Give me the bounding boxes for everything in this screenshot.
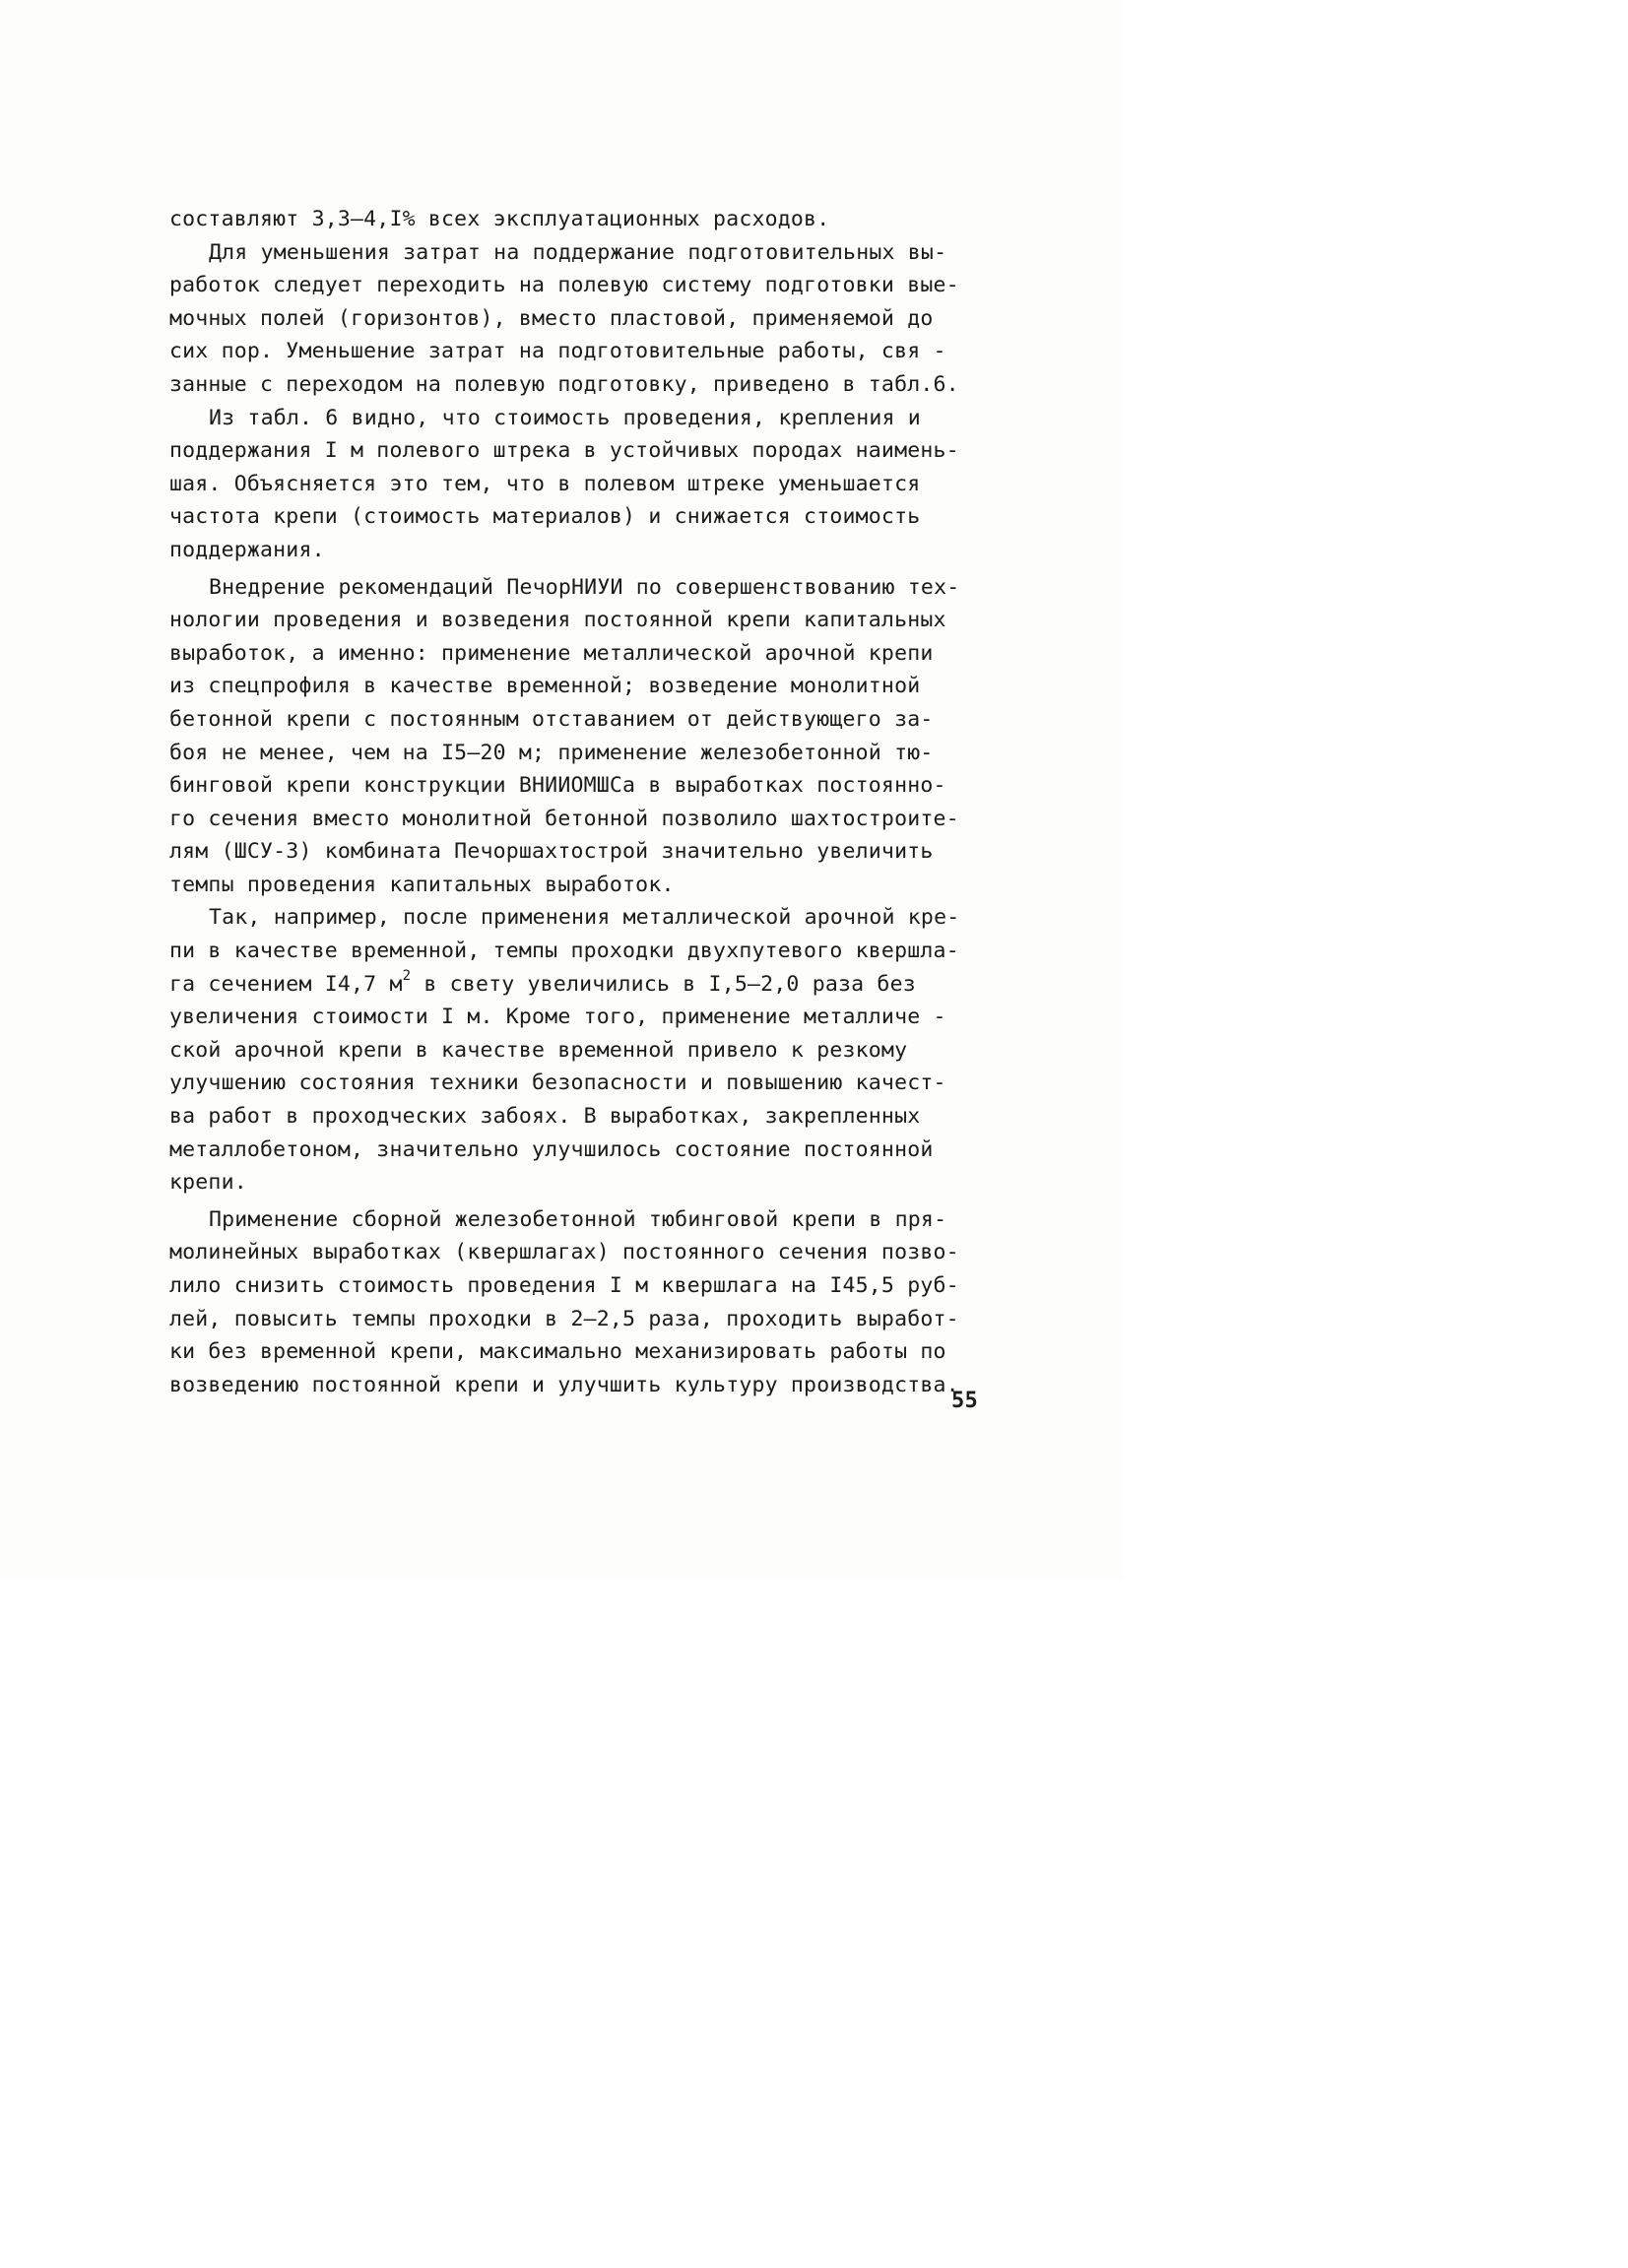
text-line: частота крепи (стоимость материалов) и снижается стоимость [169, 504, 921, 530]
text-line: увеличения стоимости I м. Кроме того, применение металличе - [169, 1004, 946, 1030]
text-line: лям (ШСУ-3) комбината Печоршахтострой значительно увеличить [169, 839, 934, 865]
text-line: металлобетоном, значительно улучшилось состояние постоянной [169, 1136, 934, 1162]
text-line: составляют 3,3–4,I% всех эксплуатационных расходов. [169, 207, 830, 231]
text-line: лило снизить стоимость проведения I м квершлага на I45,5 руб- [169, 1273, 959, 1298]
text-line: темпы проведения капитальных выработок. [169, 872, 675, 897]
text-line: Внедрение рекомендаций ПечорНИУИ по совершенствованию тех- [209, 574, 960, 600]
text-line: боя не менее, чем на I5–20 м; применение железобетонной тю- [169, 740, 934, 765]
text-line: мочных полей (горизонтов), вместо пластовой, применяемой до [169, 305, 934, 331]
text-line: нологии проведения и возведения постоянной крепи капитальных [169, 608, 946, 633]
text-line: из спецпрофиля в качестве временной; возведение монолитной [169, 674, 921, 699]
page-number: 55 [951, 1389, 978, 1413]
superscript: 2 [402, 967, 412, 984]
text-line-with-superscript [169, 968, 997, 1002]
body-text [169, 203, 997, 1401]
text-line: улучшению состояния техники безопасности и повышению качест- [169, 1070, 946, 1096]
text-segment: га сечением I4,7 м [169, 971, 403, 997]
text-line: поддержания. [169, 537, 325, 562]
text-line: бинговой крепи конструкции ВНИИОМШСа в выработках постоянно- [169, 773, 946, 799]
text-line: молинейных выработках (квершлагах) постоянного сечения позво- [169, 1240, 959, 1265]
text-line: крепи. [169, 1170, 247, 1196]
text-line: сих пор. Уменьшение затрат на подготовительные работы, свя - [169, 339, 946, 364]
text-line: занные с переходом на полевую подготовку, приведено в табл.6. [169, 371, 959, 397]
text-line: бетонной крепи с постоянным отставанием от действующего за- [169, 706, 934, 732]
text-line: го сечения вместо монолитной бетонной позволило шахтостроите- [169, 806, 959, 831]
document-page [0, 0, 1123, 1580]
text-line: работок следует переходить на полевую систему подготовки вые- [169, 273, 959, 298]
text-line: шая. Объясняется это тем, что в полевом штреке уменьшается [169, 471, 921, 496]
text-line: ки без временной крепи, максимально механизировать работы по [169, 1339, 946, 1365]
text-line: поддержания I м полевого штрека в устойчивых породах наимень- [169, 438, 959, 464]
text-line: Так, например, после применения металлической арочной кре- [209, 905, 960, 931]
text-line: выработок, а именно: применение металлической арочной крепи [169, 640, 934, 666]
text-line: ва работ в проходческих забоях. В выработках, закрепленных [169, 1104, 921, 1130]
text-line: лей, повысить темпы проходки в 2–2,5 раза, проходить выработ- [169, 1306, 959, 1331]
text-segment: в свету увеличились в I,5–2,0 раза без [411, 971, 916, 997]
text-line: Применение сборной железобетонной тюбинговой крепи в пря- [209, 1206, 947, 1232]
text-line: Для уменьшения затрат на поддержание подготовительных вы- [209, 239, 947, 265]
text-line: ской арочной крепи в качестве временной привело к резкому [169, 1037, 908, 1063]
text-line: Из табл. 6 видно, что стоимость проведения, крепления и [209, 405, 921, 430]
text-line: пи в качестве временной, темпы проходки двухпутевого квершла- [169, 939, 959, 964]
text-line: возведению постоянной крепи и улучшить культуру производства. [169, 1372, 959, 1397]
